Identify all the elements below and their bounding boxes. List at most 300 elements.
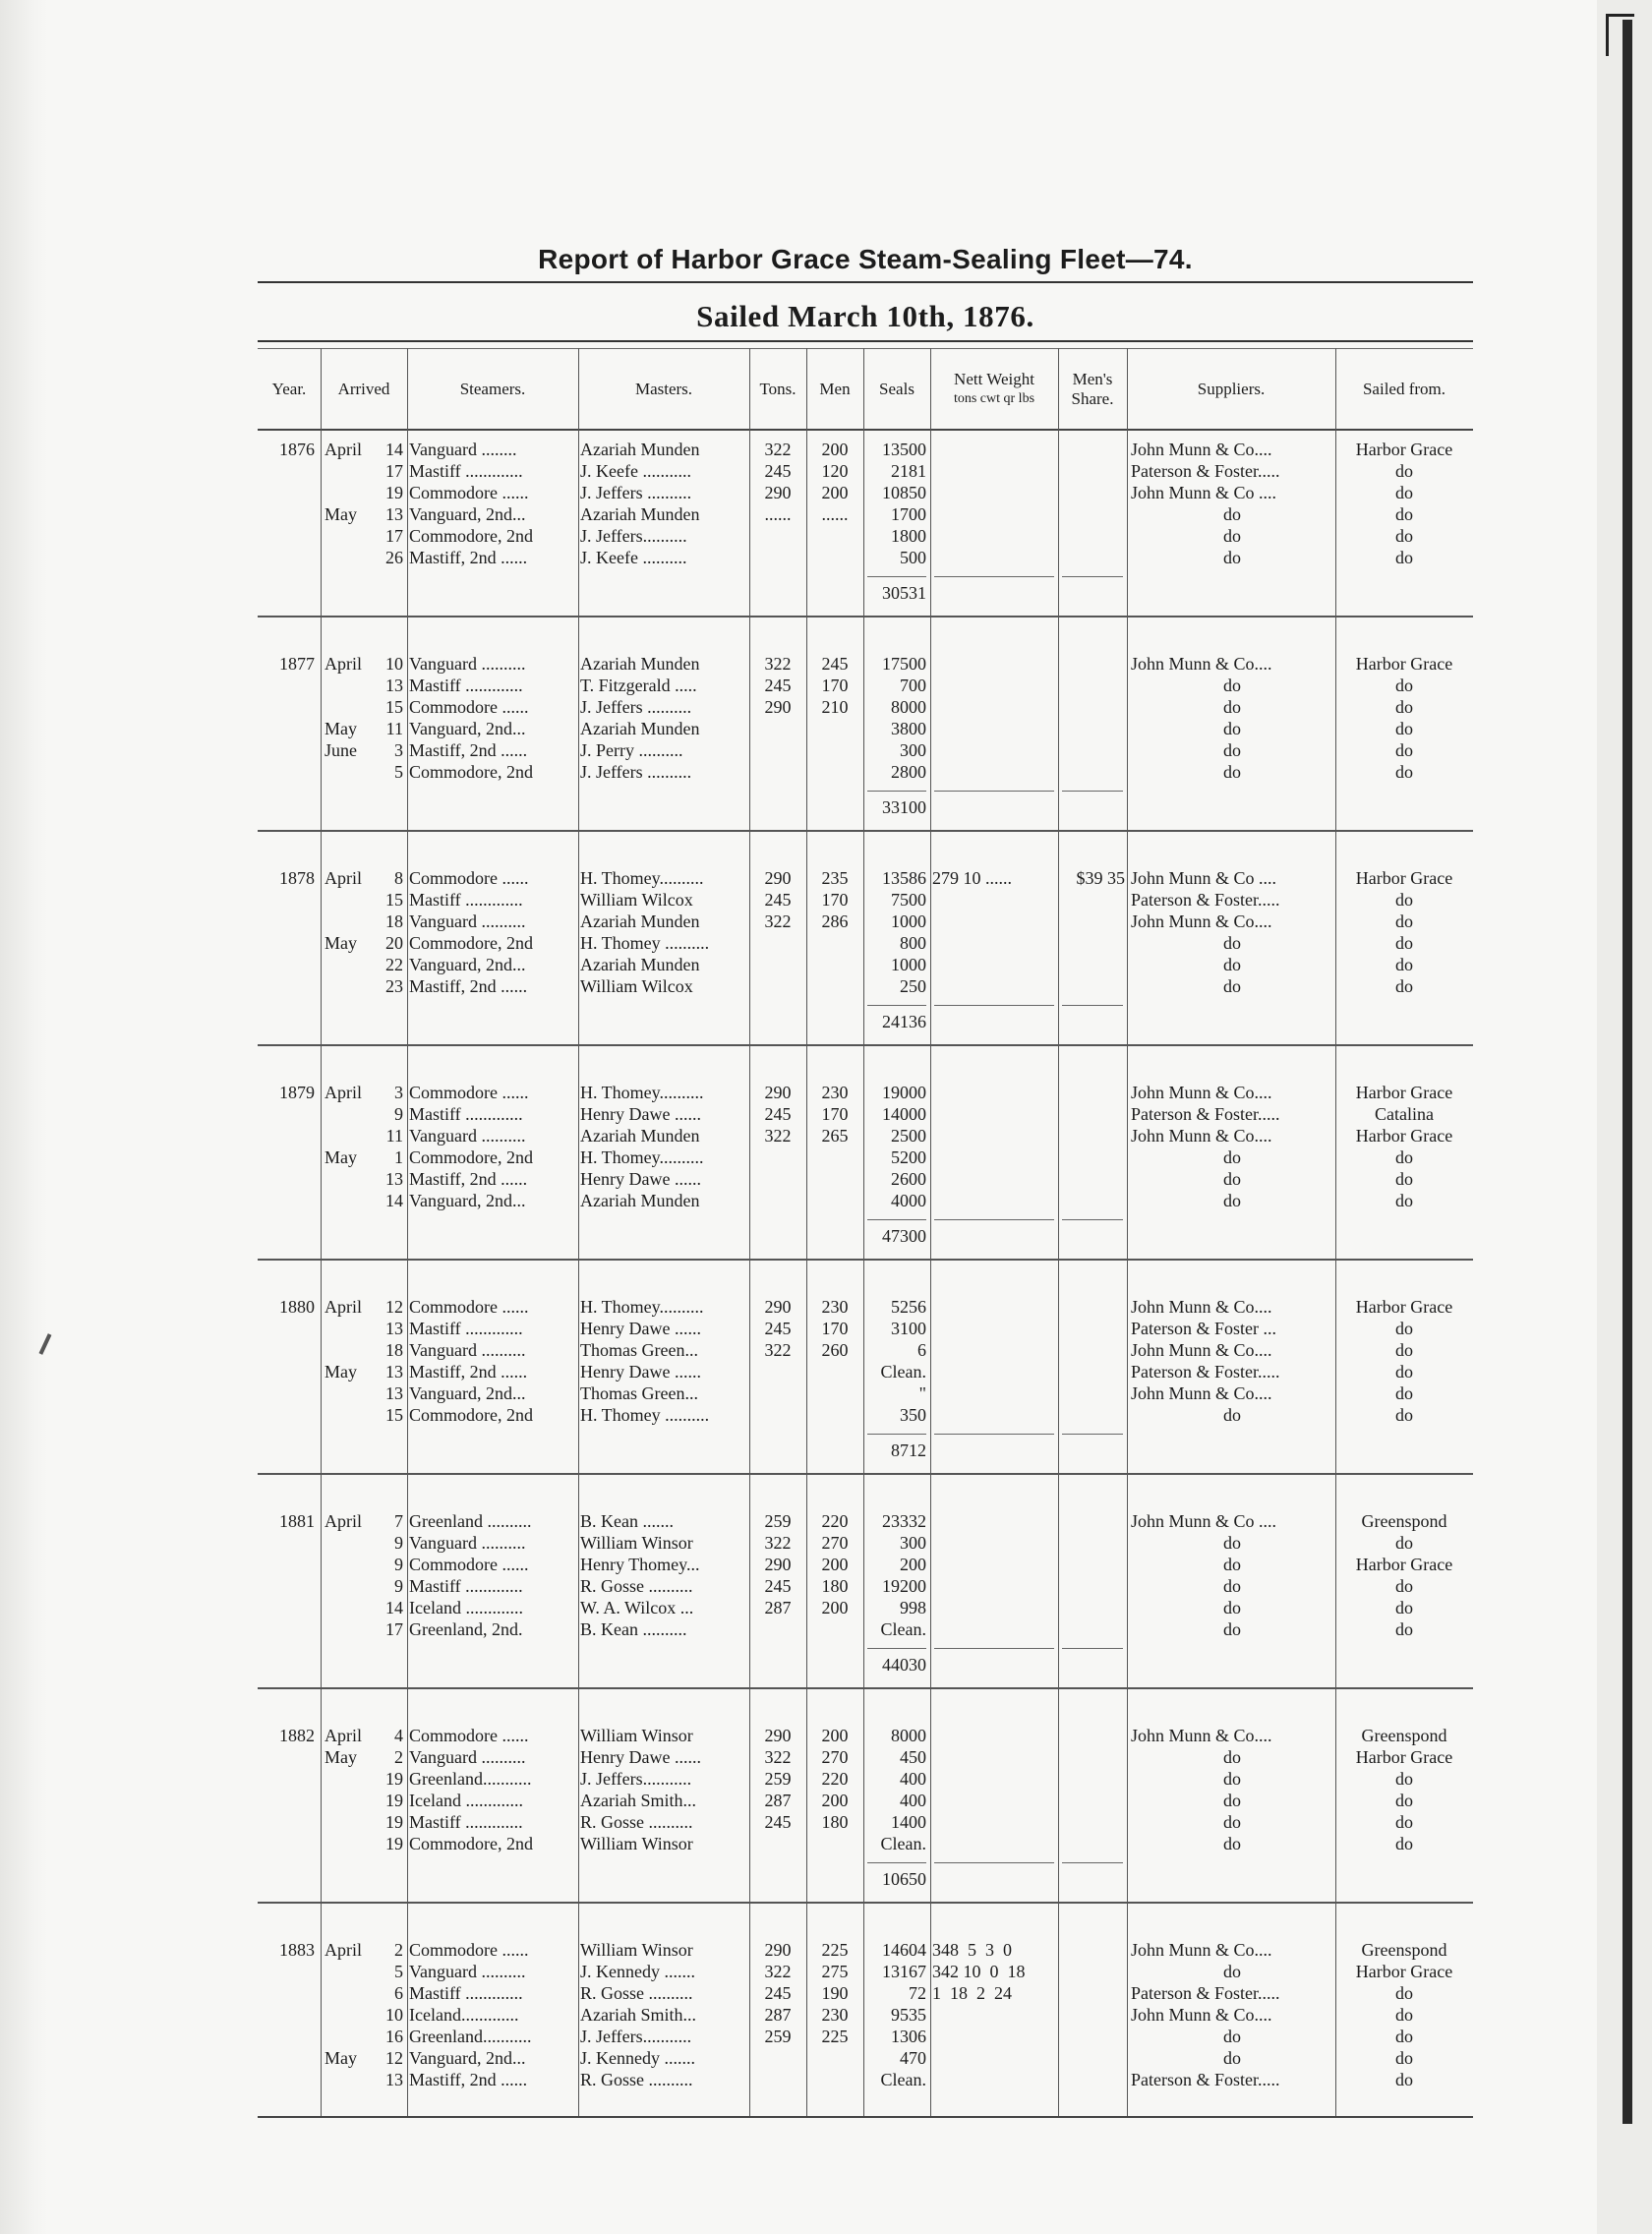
steamer-name: Mastiff ............. <box>409 1319 523 1338</box>
seals-count: 1800 <box>891 526 926 546</box>
crew-count: 180 <box>821 1576 849 1596</box>
master-name: J. Jeffers .......... <box>580 483 692 502</box>
seals-count: 23332 <box>882 1511 926 1531</box>
supplier-name: John Munn & Co.... <box>1131 1297 1272 1317</box>
tonnage: 290 <box>764 1297 792 1317</box>
sailed-from-port: do <box>1395 1834 1413 1853</box>
steamer-name: Mastiff, 2nd ...... <box>409 740 528 760</box>
column-divider <box>930 348 931 2116</box>
crew-count: 170 <box>821 1104 849 1124</box>
section-rule <box>258 830 1473 832</box>
master-name: H. Thomey.......... <box>580 1083 704 1102</box>
arrived-day: 5 <box>394 762 403 782</box>
supplier-name: do <box>1223 676 1241 695</box>
supplier-name: do <box>1223 1555 1241 1574</box>
master-name: William Wilcox <box>580 976 693 996</box>
master-name: Azariah Munden <box>580 504 700 524</box>
table-bottom-rule <box>258 2116 1473 2118</box>
seals-count: 1700 <box>891 504 926 524</box>
steamer-name: Commodore ...... <box>409 868 529 888</box>
arrived-day: 12 <box>385 1297 403 1317</box>
steamer-name: Vanguard, 2nd... <box>409 1191 526 1210</box>
section-year: 1878 <box>279 868 315 888</box>
section-total: 33100 <box>882 797 926 817</box>
subtotal-rule <box>867 1005 926 1006</box>
seals-count: 8000 <box>891 697 926 717</box>
tonnage: 287 <box>764 2005 792 2025</box>
steamer-name: Mastiff ............. <box>409 890 523 910</box>
seals-count: 13500 <box>882 440 926 459</box>
arrived-day: 19 <box>385 1769 403 1789</box>
tonnage: 245 <box>764 890 792 910</box>
supplier-name: John Munn & Co.... <box>1131 2005 1272 2025</box>
sailed-from-port: do <box>1395 762 1413 782</box>
steamer-name: Vanguard .......... <box>409 1962 526 1981</box>
column-header-men: Men <box>819 380 851 398</box>
supplier-name: do <box>1223 2048 1241 2068</box>
master-name: R. Gosse .......... <box>580 1983 693 2003</box>
seals-count: 1306 <box>891 2027 926 2046</box>
crew-count: 245 <box>821 654 849 674</box>
crew-count: 230 <box>821 1297 849 1317</box>
crew-count: 270 <box>821 1747 849 1767</box>
seals-count: 14604 <box>882 1940 926 1960</box>
tonnage: 245 <box>764 1319 792 1338</box>
crew-count: 225 <box>821 1940 849 1960</box>
arrived-day: 20 <box>385 933 403 953</box>
crew-count: 270 <box>821 1533 849 1553</box>
master-name: T. Fitzgerald ..... <box>580 676 697 695</box>
page-corner-mark <box>1606 14 1634 56</box>
sailed-from-port: do <box>1395 461 1413 481</box>
section-rule <box>258 1259 1473 1261</box>
steamer-name: Greenland, 2nd. <box>409 1619 523 1639</box>
master-name: J. Perry .......... <box>580 740 683 760</box>
supplier-name: John Munn & Co.... <box>1131 1340 1272 1360</box>
seals-count: 1000 <box>891 955 926 974</box>
nett-weight: 342 10 0 18 <box>932 1962 1026 1981</box>
master-name: R. Gosse .......... <box>580 1576 693 1596</box>
section-year: 1883 <box>279 1940 315 1960</box>
column-header-year: Year. <box>271 380 307 398</box>
arrived-day: 13 <box>385 676 403 695</box>
crew-count: 265 <box>821 1126 849 1146</box>
header-rule-bottom <box>258 429 1473 431</box>
arrived-day: 19 <box>385 1791 403 1810</box>
arrived-day: 7 <box>394 1511 403 1531</box>
tonnage: 245 <box>764 461 792 481</box>
sailed-from-port: do <box>1395 676 1413 695</box>
column-divider <box>806 348 807 2116</box>
supplier-name: John Munn & Co.... <box>1131 1083 1272 1102</box>
crew-count: 220 <box>821 1769 849 1789</box>
subtotal-rule <box>867 1862 926 1863</box>
sailed-from-port: do <box>1395 719 1413 738</box>
steamer-name: Vanguard ........ <box>409 440 517 459</box>
subtotal-rule <box>867 791 926 792</box>
supplier-name: John Munn & Co.... <box>1131 1126 1272 1146</box>
sailed-from-port: do <box>1395 483 1413 502</box>
steamer-name: Commodore, 2nd <box>409 1147 533 1167</box>
tonnage: 259 <box>764 1511 792 1531</box>
steamer-name: Iceland............. <box>409 2005 519 2025</box>
supplier-name: do <box>1223 762 1241 782</box>
sailed-from-port: do <box>1395 1983 1413 2003</box>
master-name: R. Gosse .......... <box>580 2070 693 2089</box>
steamer-name: Mastiff ............. <box>409 1812 523 1832</box>
supplier-name: do <box>1223 1576 1241 1596</box>
mens-share: $39 35 <box>1076 868 1125 888</box>
arrived-day: 15 <box>385 697 403 717</box>
header-rule-top <box>258 348 1473 349</box>
tonnage: 245 <box>764 1576 792 1596</box>
seals-count: Clean. <box>880 1362 926 1382</box>
arrived-month: April <box>324 868 362 888</box>
arrived-month: May <box>324 504 357 524</box>
seals-count: 1400 <box>891 1812 926 1832</box>
arrived-day: 13 <box>385 1362 403 1382</box>
tonnage: 287 <box>764 1598 792 1617</box>
arrived-day: 19 <box>385 1812 403 1832</box>
section-year: 1880 <box>279 1297 315 1317</box>
sailed-from-port: Harbor Grace <box>1355 440 1453 459</box>
master-name: B. Kean .......... <box>580 1619 687 1639</box>
master-name: Azariah Munden <box>580 1126 700 1146</box>
section-total: 30531 <box>882 583 926 603</box>
subtotal-rule <box>867 1219 926 1220</box>
sailed-from-port: do <box>1395 2027 1413 2046</box>
arrived-day: 14 <box>385 440 403 459</box>
column-divider <box>1127 348 1128 2116</box>
supplier-name: do <box>1223 1619 1241 1639</box>
supplier-name: do <box>1223 1598 1241 1617</box>
crew-count: 200 <box>821 440 849 459</box>
supplier-name: do <box>1223 697 1241 717</box>
section-total: 10650 <box>882 1869 926 1889</box>
column-header-steamers: Steamers. <box>459 380 526 398</box>
column-divider <box>578 348 579 2116</box>
tonnage: 290 <box>764 1726 792 1745</box>
tonnage: 245 <box>764 1812 792 1832</box>
arrived-day: 9 <box>394 1555 403 1574</box>
arrived-day: 22 <box>385 955 403 974</box>
sailed-from-port: do <box>1395 1533 1413 1553</box>
seals-count: 250 <box>900 976 926 996</box>
column-divider <box>863 348 864 2116</box>
crew-count: 210 <box>821 697 849 717</box>
seals-count: 6 <box>917 1340 926 1360</box>
crew-count: 230 <box>821 1083 849 1102</box>
tonnage: 259 <box>764 1769 792 1789</box>
steamer-name: Greenland .......... <box>409 1511 532 1531</box>
arrived-day: 17 <box>385 526 403 546</box>
supplier-name: do <box>1223 719 1241 738</box>
master-name: Thomas Green... <box>580 1383 698 1403</box>
subtotal-rule <box>867 1648 926 1649</box>
arrived-month: May <box>324 719 357 738</box>
tonnage: 290 <box>764 1083 792 1102</box>
tonnage: 322 <box>764 1533 792 1553</box>
section-total: 47300 <box>882 1226 926 1246</box>
seals-count: 350 <box>900 1405 926 1425</box>
arrived-day: 10 <box>385 2005 403 2025</box>
master-name: Henry Dawe ...... <box>580 1169 701 1189</box>
arrived-day: 13 <box>385 2070 403 2089</box>
master-name: H. Thomey .......... <box>580 933 710 953</box>
sailed-from-port: do <box>1395 526 1413 546</box>
seals-count: 1000 <box>891 911 926 931</box>
master-name: R. Gosse .......... <box>580 1812 693 1832</box>
arrived-day: 13 <box>385 504 403 524</box>
sailed-from-port: do <box>1395 1576 1413 1596</box>
supplier-name: do <box>1223 1169 1241 1189</box>
column-divider <box>407 348 408 2116</box>
steamer-name: Iceland ............. <box>409 1791 523 1810</box>
supplier-name: Paterson & Foster..... <box>1131 1362 1280 1382</box>
sailed-from-port: do <box>1395 504 1413 524</box>
tonnage: 322 <box>764 654 792 674</box>
master-name: Thomas Green... <box>580 1340 698 1360</box>
seals-count: 10850 <box>882 483 926 502</box>
steamer-name: Vanguard .......... <box>409 1340 526 1360</box>
arrived-day: 4 <box>394 1726 403 1745</box>
seals-count: 9535 <box>891 2005 926 2025</box>
section-year: 1879 <box>279 1083 315 1102</box>
subtotal-rule <box>867 1434 926 1435</box>
weight-total-rule <box>934 576 1054 577</box>
crew-count: 275 <box>821 1962 849 1981</box>
supplier-name: do <box>1223 740 1241 760</box>
seals-count: Clean. <box>880 2070 926 2089</box>
supplier-name: John Munn & Co .... <box>1131 1511 1277 1531</box>
steamer-name: Mastiff ............. <box>409 1576 523 1596</box>
steamer-name: Vanguard, 2nd... <box>409 504 526 524</box>
seals-count: 2500 <box>891 1126 926 1146</box>
master-name: J. Jeffers .......... <box>580 762 692 782</box>
arrived-day: 11 <box>385 1126 403 1146</box>
arrived-day: 8 <box>394 868 403 888</box>
supplier-name: Paterson & Foster ... <box>1131 1319 1276 1338</box>
page-title: Report of Harbor Grace Steam-Sealing Fleet—74. <box>538 244 1193 274</box>
steamer-name: Mastiff, 2nd ...... <box>409 1169 528 1189</box>
master-name: Azariah Smith... <box>580 2005 696 2025</box>
master-name: J. Jeffers.......... <box>580 526 687 546</box>
crew-count: 225 <box>821 2027 849 2046</box>
master-name: William Winsor <box>580 1834 693 1853</box>
arrived-month: April <box>324 654 362 674</box>
sailed-from-port: Greenspond <box>1361 1940 1447 1960</box>
seals-count: Clean. <box>880 1834 926 1853</box>
steamer-name: Mastiff ............. <box>409 461 523 481</box>
scan-right-margin <box>1597 0 1652 2234</box>
master-name: B. Kean ....... <box>580 1511 674 1531</box>
crew-count: 235 <box>821 868 849 888</box>
column-header-suppliers: Suppliers. <box>1197 380 1266 398</box>
crew-count: 200 <box>821 1598 849 1617</box>
arrived-month: June <box>324 740 357 760</box>
sailed-from-port: do <box>1395 697 1413 717</box>
arrived-day: 12 <box>385 2048 403 2068</box>
sailed-from-port: do <box>1395 1340 1413 1360</box>
crew-count: 200 <box>821 483 849 502</box>
arrived-day: 6 <box>394 1983 403 2003</box>
section-rule <box>258 1687 1473 1689</box>
column-header-nett-weight-label: Nett Weight <box>954 370 1034 388</box>
seals-count: 5256 <box>891 1297 926 1317</box>
crew-count: 170 <box>821 676 849 695</box>
master-name: Azariah Munden <box>580 719 700 738</box>
crew-count: 120 <box>821 461 849 481</box>
scan-left-margin <box>0 0 47 2234</box>
supplier-name: John Munn & Co .... <box>1131 868 1277 888</box>
seals-count: 17500 <box>882 654 926 674</box>
crew-count: 190 <box>821 1983 849 2003</box>
master-name: Azariah Munden <box>580 911 700 931</box>
tonnage: 259 <box>764 2027 792 2046</box>
arrived-day: 15 <box>385 890 403 910</box>
column-header-masters: Masters. <box>634 380 693 398</box>
sailed-from-port: do <box>1395 1169 1413 1189</box>
arrived-month: April <box>324 1940 362 1960</box>
crew-count: 180 <box>821 1812 849 1832</box>
seals-count: 72 <box>909 1983 926 2003</box>
section-total: 8712 <box>891 1440 926 1460</box>
steamer-name: Mastiff, 2nd ...... <box>409 976 528 996</box>
crew-count: 170 <box>821 1319 849 1338</box>
arrived-month: May <box>324 2048 357 2068</box>
sailed-from-port: do <box>1395 2005 1413 2025</box>
tonnage: 322 <box>764 1340 792 1360</box>
column-divider <box>1058 348 1059 2116</box>
sailed-from-port: do <box>1395 1405 1413 1425</box>
section-total: 44030 <box>882 1655 926 1675</box>
steamer-name: Commodore, 2nd <box>409 762 533 782</box>
arrived-day: 9 <box>394 1576 403 1596</box>
seals-count: 19000 <box>882 1083 926 1102</box>
master-name: J. Kennedy ....... <box>580 2048 695 2068</box>
crew-count: 200 <box>821 1726 849 1745</box>
steamer-name: Vanguard .......... <box>409 1533 526 1553</box>
seals-count: 300 <box>900 740 926 760</box>
arrived-day: 2 <box>394 1747 403 1767</box>
sailed-from-port: Harbor Grace <box>1355 1555 1453 1574</box>
sailed-from-port: Harbor Grace <box>1355 654 1453 674</box>
seals-count: 8000 <box>891 1726 926 1745</box>
weight-total-rule <box>934 791 1054 792</box>
steamer-name: Commodore ...... <box>409 1940 529 1960</box>
steamer-name: Commodore ...... <box>409 1555 529 1574</box>
subtotal-rule <box>867 576 926 577</box>
column-header-nett-weight <box>930 350 1058 429</box>
supplier-name: do <box>1223 504 1241 524</box>
weight-total-rule <box>934 1005 1054 1006</box>
master-name: William Winsor <box>580 1726 693 1745</box>
master-name: Azariah Smith... <box>580 1791 696 1810</box>
page-subtitle: Sailed March 10th, 1876. <box>696 299 1034 333</box>
sailed-from-port: do <box>1395 890 1413 910</box>
seals-count: 400 <box>900 1791 926 1810</box>
tonnage: 322 <box>764 1747 792 1767</box>
tonnage: 245 <box>764 1104 792 1124</box>
seals-count: 3100 <box>891 1319 926 1338</box>
supplier-name: do <box>1223 976 1241 996</box>
share-total-rule <box>1062 1862 1123 1863</box>
sailed-from-port: do <box>1395 1319 1413 1338</box>
nett-weight: 348 5 3 0 <box>932 1940 1012 1960</box>
master-name: J. Keefe .......... <box>580 548 687 567</box>
steamer-name: Commodore, 2nd <box>409 1834 533 1853</box>
supplier-name: John Munn & Co.... <box>1131 654 1272 674</box>
steamer-name: Commodore ...... <box>409 483 529 502</box>
tonnage: 290 <box>764 1940 792 1960</box>
seals-count: 470 <box>900 2048 926 2068</box>
section-year: 1881 <box>279 1511 315 1531</box>
column-header-nett-weight-units: tons cwt qr lbs <box>953 391 1035 406</box>
master-name: H. Thomey.......... <box>580 1297 704 1317</box>
master-name: W. A. Wilcox ... <box>580 1598 694 1617</box>
supplier-name: Paterson & Foster..... <box>1131 890 1280 910</box>
sailed-from-port: do <box>1395 2048 1413 2068</box>
supplier-name: do <box>1223 1834 1241 1853</box>
supplier-name: John Munn & Co.... <box>1131 911 1272 931</box>
supplier-name: do <box>1223 1791 1241 1810</box>
sailed-from-port: do <box>1395 740 1413 760</box>
tonnage: 322 <box>764 440 792 459</box>
sailed-from-port: do <box>1395 2070 1413 2089</box>
sailed-from-port: do <box>1395 1383 1413 1403</box>
column-header-sailed-from: Sailed from. <box>1362 380 1446 398</box>
arrived-day: 23 <box>385 976 403 996</box>
arrived-day: 10 <box>385 654 403 674</box>
supplier-name: do <box>1223 1769 1241 1789</box>
seals-count: 14000 <box>882 1104 926 1124</box>
seals-count: 13167 <box>882 1962 926 1981</box>
sailed-from-port: Harbor Grace <box>1355 1083 1453 1102</box>
master-name: J. Jeffers........... <box>580 2027 692 2046</box>
nett-weight: 1 18 2 24 <box>932 1983 1012 2003</box>
sailed-from-port: do <box>1395 1769 1413 1789</box>
arrived-day: 2 <box>394 1940 403 1960</box>
supplier-name: do <box>1223 1191 1241 1210</box>
master-name: J. Jeffers .......... <box>580 697 692 717</box>
crew-count: 230 <box>821 2005 849 2025</box>
arrived-month: April <box>324 1083 362 1102</box>
sailed-from-port: do <box>1395 548 1413 567</box>
arrived-day: 26 <box>385 548 403 567</box>
arrived-day: 3 <box>394 740 403 760</box>
steamer-name: Mastiff ............. <box>409 1104 523 1124</box>
column-header-arrived: Arrived <box>337 380 390 398</box>
column-divider <box>749 348 750 2116</box>
share-total-rule <box>1062 1219 1123 1220</box>
seals-count: 998 <box>900 1598 926 1617</box>
supplier-name: John Munn & Co.... <box>1131 1726 1272 1745</box>
supplier-name: do <box>1223 2027 1241 2046</box>
arrived-day: 13 <box>385 1319 403 1338</box>
sailed-from-port: do <box>1395 976 1413 996</box>
sailed-from-port: Catalina <box>1375 1104 1434 1124</box>
section-total: 24136 <box>882 1012 926 1031</box>
column-header-mens-share: Men's Share. <box>1071 370 1114 408</box>
arrived-day: 14 <box>385 1191 403 1210</box>
arrived-day: 9 <box>394 1104 403 1124</box>
master-name: Azariah Munden <box>580 955 700 974</box>
supplier-name: do <box>1223 548 1241 567</box>
master-name: Henry Thomey... <box>580 1555 700 1574</box>
supplier-name: do <box>1223 955 1241 974</box>
steamer-name: Vanguard, 2nd... <box>409 1383 526 1403</box>
tonnage: 290 <box>764 868 792 888</box>
